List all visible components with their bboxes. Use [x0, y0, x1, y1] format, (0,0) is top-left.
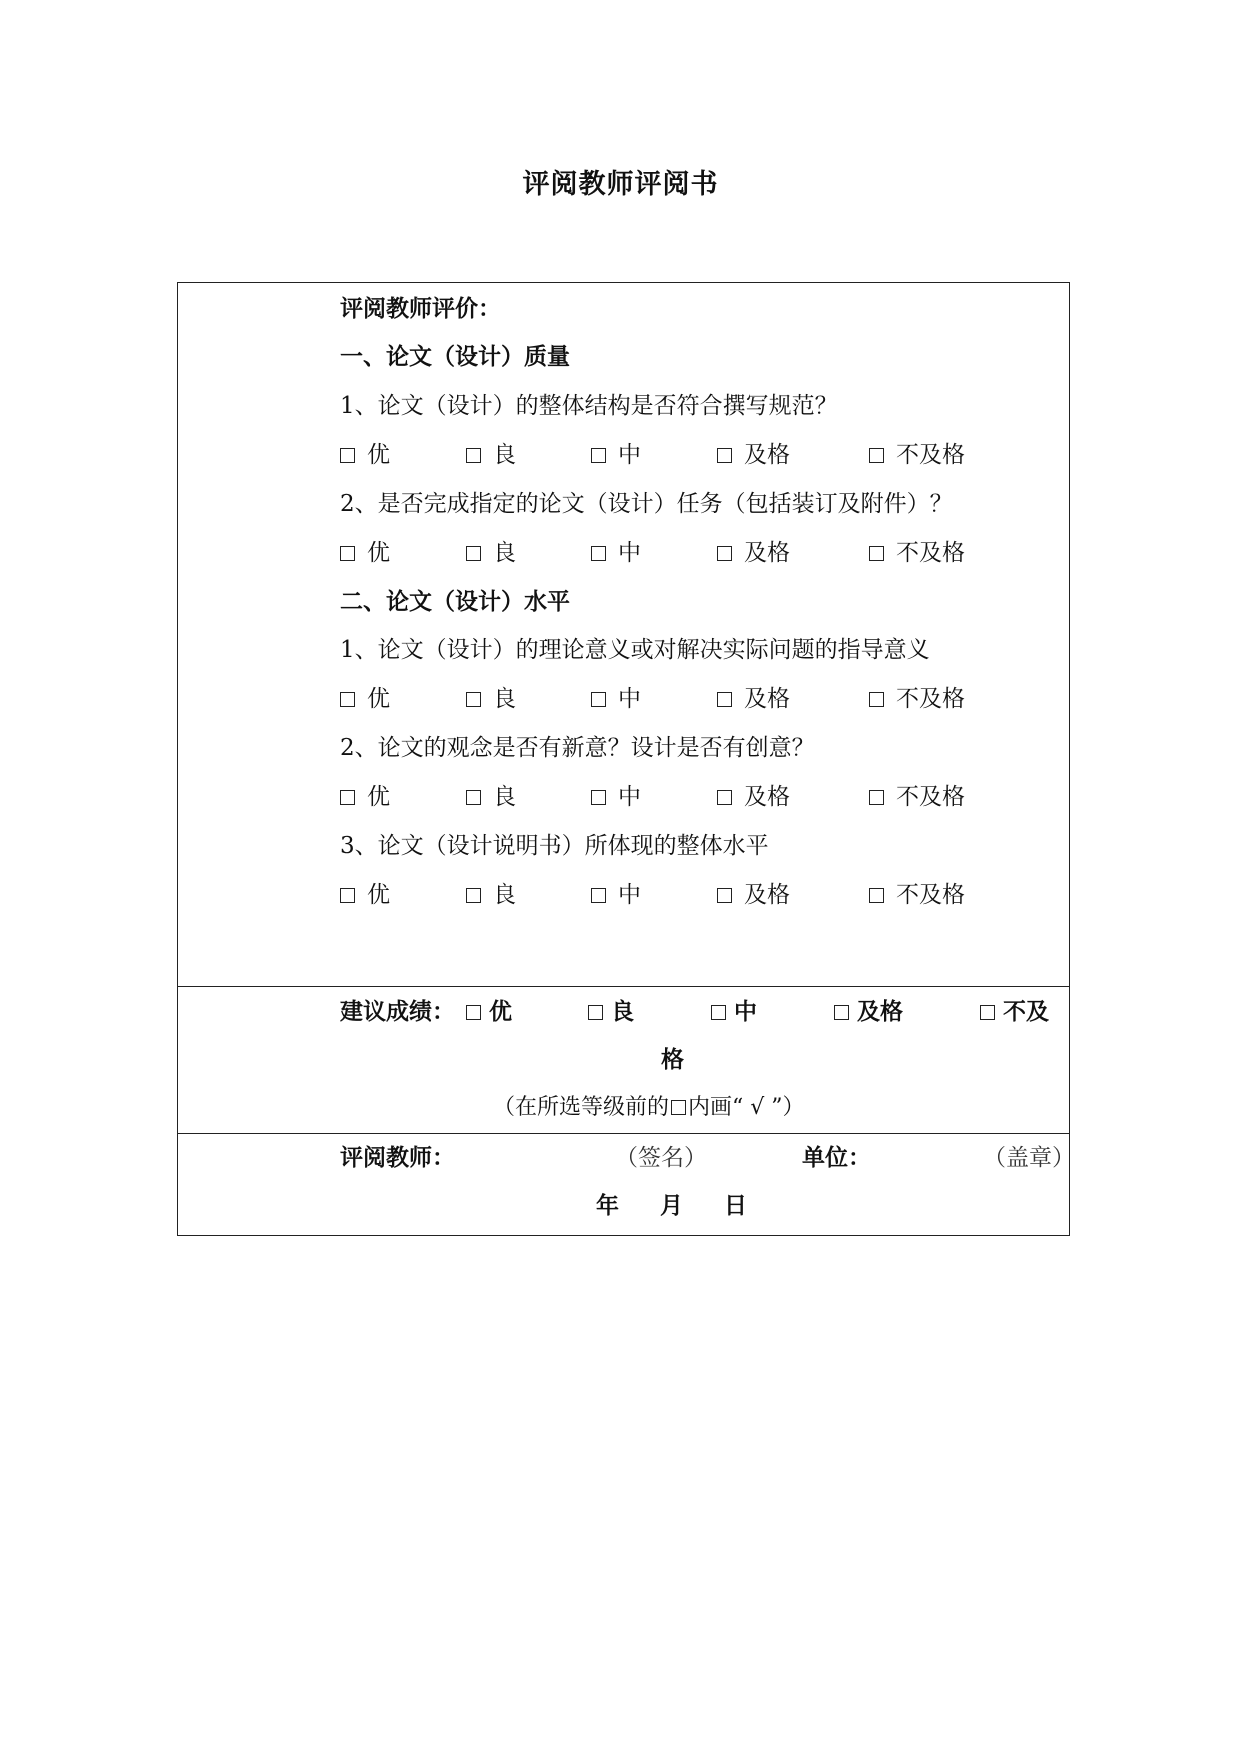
checkbox-icon[interactable] — [834, 1005, 849, 1020]
date-year: 年 — [596, 1193, 619, 1219]
rating-option[interactable] — [340, 684, 390, 714]
checkbox-icon[interactable] — [466, 1005, 481, 1020]
checkbox-icon[interactable] — [340, 692, 355, 707]
rating-option[interactable] — [591, 782, 641, 812]
evaluation-heading: 评阅教师评价： — [340, 296, 501, 322]
date-day: 日 — [724, 1193, 747, 1219]
rating-option-label: 优 — [367, 442, 390, 468]
rating-option[interactable] — [466, 880, 516, 910]
rating-option-label: 优 — [367, 784, 390, 810]
checkbox-icon[interactable] — [717, 546, 732, 561]
rating-option-label: 良 — [493, 784, 516, 810]
rating-option-label: 良 — [493, 686, 516, 712]
rating-option[interactable] — [340, 880, 390, 910]
checkbox-icon[interactable] — [340, 888, 355, 903]
document-title: 评阅教师评阅书 — [522, 169, 719, 200]
rating-option-label: 及格 — [744, 882, 790, 908]
suggested-grade-option[interactable] — [711, 997, 757, 1027]
suggested-grade-row — [340, 997, 1049, 1027]
reviewer-label: 评阅教师： — [340, 1145, 455, 1171]
date-month: 月 — [660, 1193, 683, 1219]
evaluation-section — [178, 283, 1069, 987]
rating-option[interactable] — [869, 440, 965, 470]
rating-option[interactable] — [869, 538, 965, 568]
suggested-grade-option[interactable] — [588, 997, 634, 1027]
checkbox-icon[interactable] — [591, 546, 606, 561]
suggested-grade-option-label: 不及 — [1003, 999, 1049, 1025]
checkbox-icon[interactable] — [869, 546, 884, 561]
rating-option[interactable] — [869, 684, 965, 714]
checkbox-icon[interactable] — [591, 448, 606, 463]
rating-option-label: 不及格 — [896, 784, 965, 810]
rating-option[interactable] — [591, 538, 641, 568]
rating-option[interactable] — [591, 440, 641, 470]
checkbox-icon[interactable] — [588, 1005, 603, 1020]
suggested-grade-wrap: 格 — [661, 1047, 684, 1073]
checkbox-icon[interactable] — [717, 790, 732, 805]
rating-option-label: 不及格 — [896, 882, 965, 908]
checkbox-icon[interactable] — [591, 790, 606, 805]
section-quality-heading: 一、论文（设计）质量 — [340, 344, 570, 370]
rating-option-label: 良 — [493, 442, 516, 468]
rating-option-label: 优 — [367, 540, 390, 566]
checkbox-icon[interactable] — [466, 448, 481, 463]
suggested-grade-option[interactable] — [980, 997, 1049, 1027]
suggested-grade-option-label: 及格 — [857, 999, 903, 1025]
rating-option[interactable] — [340, 782, 390, 812]
question-task-completion: 2、是否完成指定的论文（设计）任务（包括装订及附件）？ — [340, 491, 953, 517]
rating-option[interactable] — [869, 782, 965, 812]
rating-option-label: 优 — [367, 686, 390, 712]
question-novelty: 2、论文的观念是否有新意？设计是否有创意？ — [340, 735, 815, 761]
suggested-grade-option[interactable] — [834, 997, 903, 1027]
suggested-grade-section — [178, 987, 1069, 1134]
stamp-note: （盖章） — [983, 1145, 1075, 1171]
checkbox-icon[interactable] — [466, 546, 481, 561]
rating-option[interactable] — [591, 880, 641, 910]
checkbox-icon[interactable] — [340, 448, 355, 463]
rating-option-label: 中 — [618, 784, 641, 810]
rating-option-label: 良 — [493, 540, 516, 566]
rating-option[interactable] — [717, 782, 790, 812]
checkbox-icon[interactable] — [980, 1005, 995, 1020]
rating-option[interactable] — [340, 538, 390, 568]
rating-option-label: 不及格 — [896, 540, 965, 566]
rating-option[interactable] — [717, 440, 790, 470]
rating-option-label: 不及格 — [896, 686, 965, 712]
checkbox-icon[interactable] — [466, 790, 481, 805]
checkbox-icon[interactable] — [340, 790, 355, 805]
rating-option[interactable] — [466, 440, 516, 470]
rating-option[interactable] — [869, 880, 965, 910]
signature-note: （签名） — [615, 1145, 707, 1171]
checkbox-icon[interactable] — [591, 692, 606, 707]
section-level-heading: 二、论文（设计）水平 — [340, 589, 570, 615]
checkbox-icon[interactable] — [466, 888, 481, 903]
rating-option[interactable] — [466, 538, 516, 568]
rating-option-label: 中 — [618, 882, 641, 908]
suggested-grade-option-label: 中 — [734, 999, 757, 1025]
rating-option[interactable] — [717, 880, 790, 910]
suggested-grade-note: （在所选等级前的 内画“ √ ”） — [493, 1095, 805, 1120]
signature-section — [178, 1134, 1075, 1237]
rating-option[interactable] — [591, 684, 641, 714]
rating-option-label: 中 — [618, 540, 641, 566]
rating-option-label: 及格 — [744, 686, 790, 712]
unit-label: 单位： — [802, 1145, 871, 1171]
question-overall-level: 3、论文（设计说明书）所体现的整体水平 — [340, 833, 769, 859]
checkbox-icon[interactable] — [869, 888, 884, 903]
checkbox-icon[interactable] — [717, 692, 732, 707]
checkbox-icon[interactable] — [591, 888, 606, 903]
rating-option-label: 中 — [618, 686, 641, 712]
rating-option-label: 良 — [493, 882, 516, 908]
suggested-grade-option[interactable] — [466, 997, 512, 1027]
rating-option[interactable] — [717, 684, 790, 714]
checkbox-icon[interactable] — [717, 448, 732, 463]
checkbox-icon[interactable] — [340, 546, 355, 561]
rating-option-label: 不及格 — [896, 442, 965, 468]
checkbox-icon[interactable] — [869, 692, 884, 707]
checkbox-icon[interactable] — [869, 790, 884, 805]
rating-option[interactable] — [340, 440, 390, 470]
checkbox-icon[interactable] — [711, 1005, 726, 1020]
rating-option-label: 优 — [367, 882, 390, 908]
question-structure: 1、论文（设计）的整体结构是否符合撰写规范？ — [340, 393, 838, 419]
review-form — [177, 282, 1075, 1236]
checkbox-icon[interactable] — [717, 888, 732, 903]
rating-option[interactable] — [466, 684, 516, 714]
suggested-grade-option-label: 良 — [611, 999, 634, 1025]
rating-option-label: 及格 — [744, 442, 790, 468]
question-significance: 1、论文（设计）的理论意义或对解决实际问题的指导意义 — [340, 637, 930, 663]
rating-option-label: 中 — [618, 442, 641, 468]
checkbox-icon[interactable] — [466, 692, 481, 707]
rating-option[interactable] — [717, 538, 790, 568]
checkbox-icon[interactable] — [869, 448, 884, 463]
suggested-grade-label: 建议成绩： — [340, 999, 455, 1025]
rating-option-label: 及格 — [744, 540, 790, 566]
rating-option[interactable] — [466, 782, 516, 812]
checkbox-icon — [671, 1100, 686, 1115]
rating-option-label: 及格 — [744, 784, 790, 810]
suggested-grade-option-label: 优 — [489, 999, 512, 1025]
